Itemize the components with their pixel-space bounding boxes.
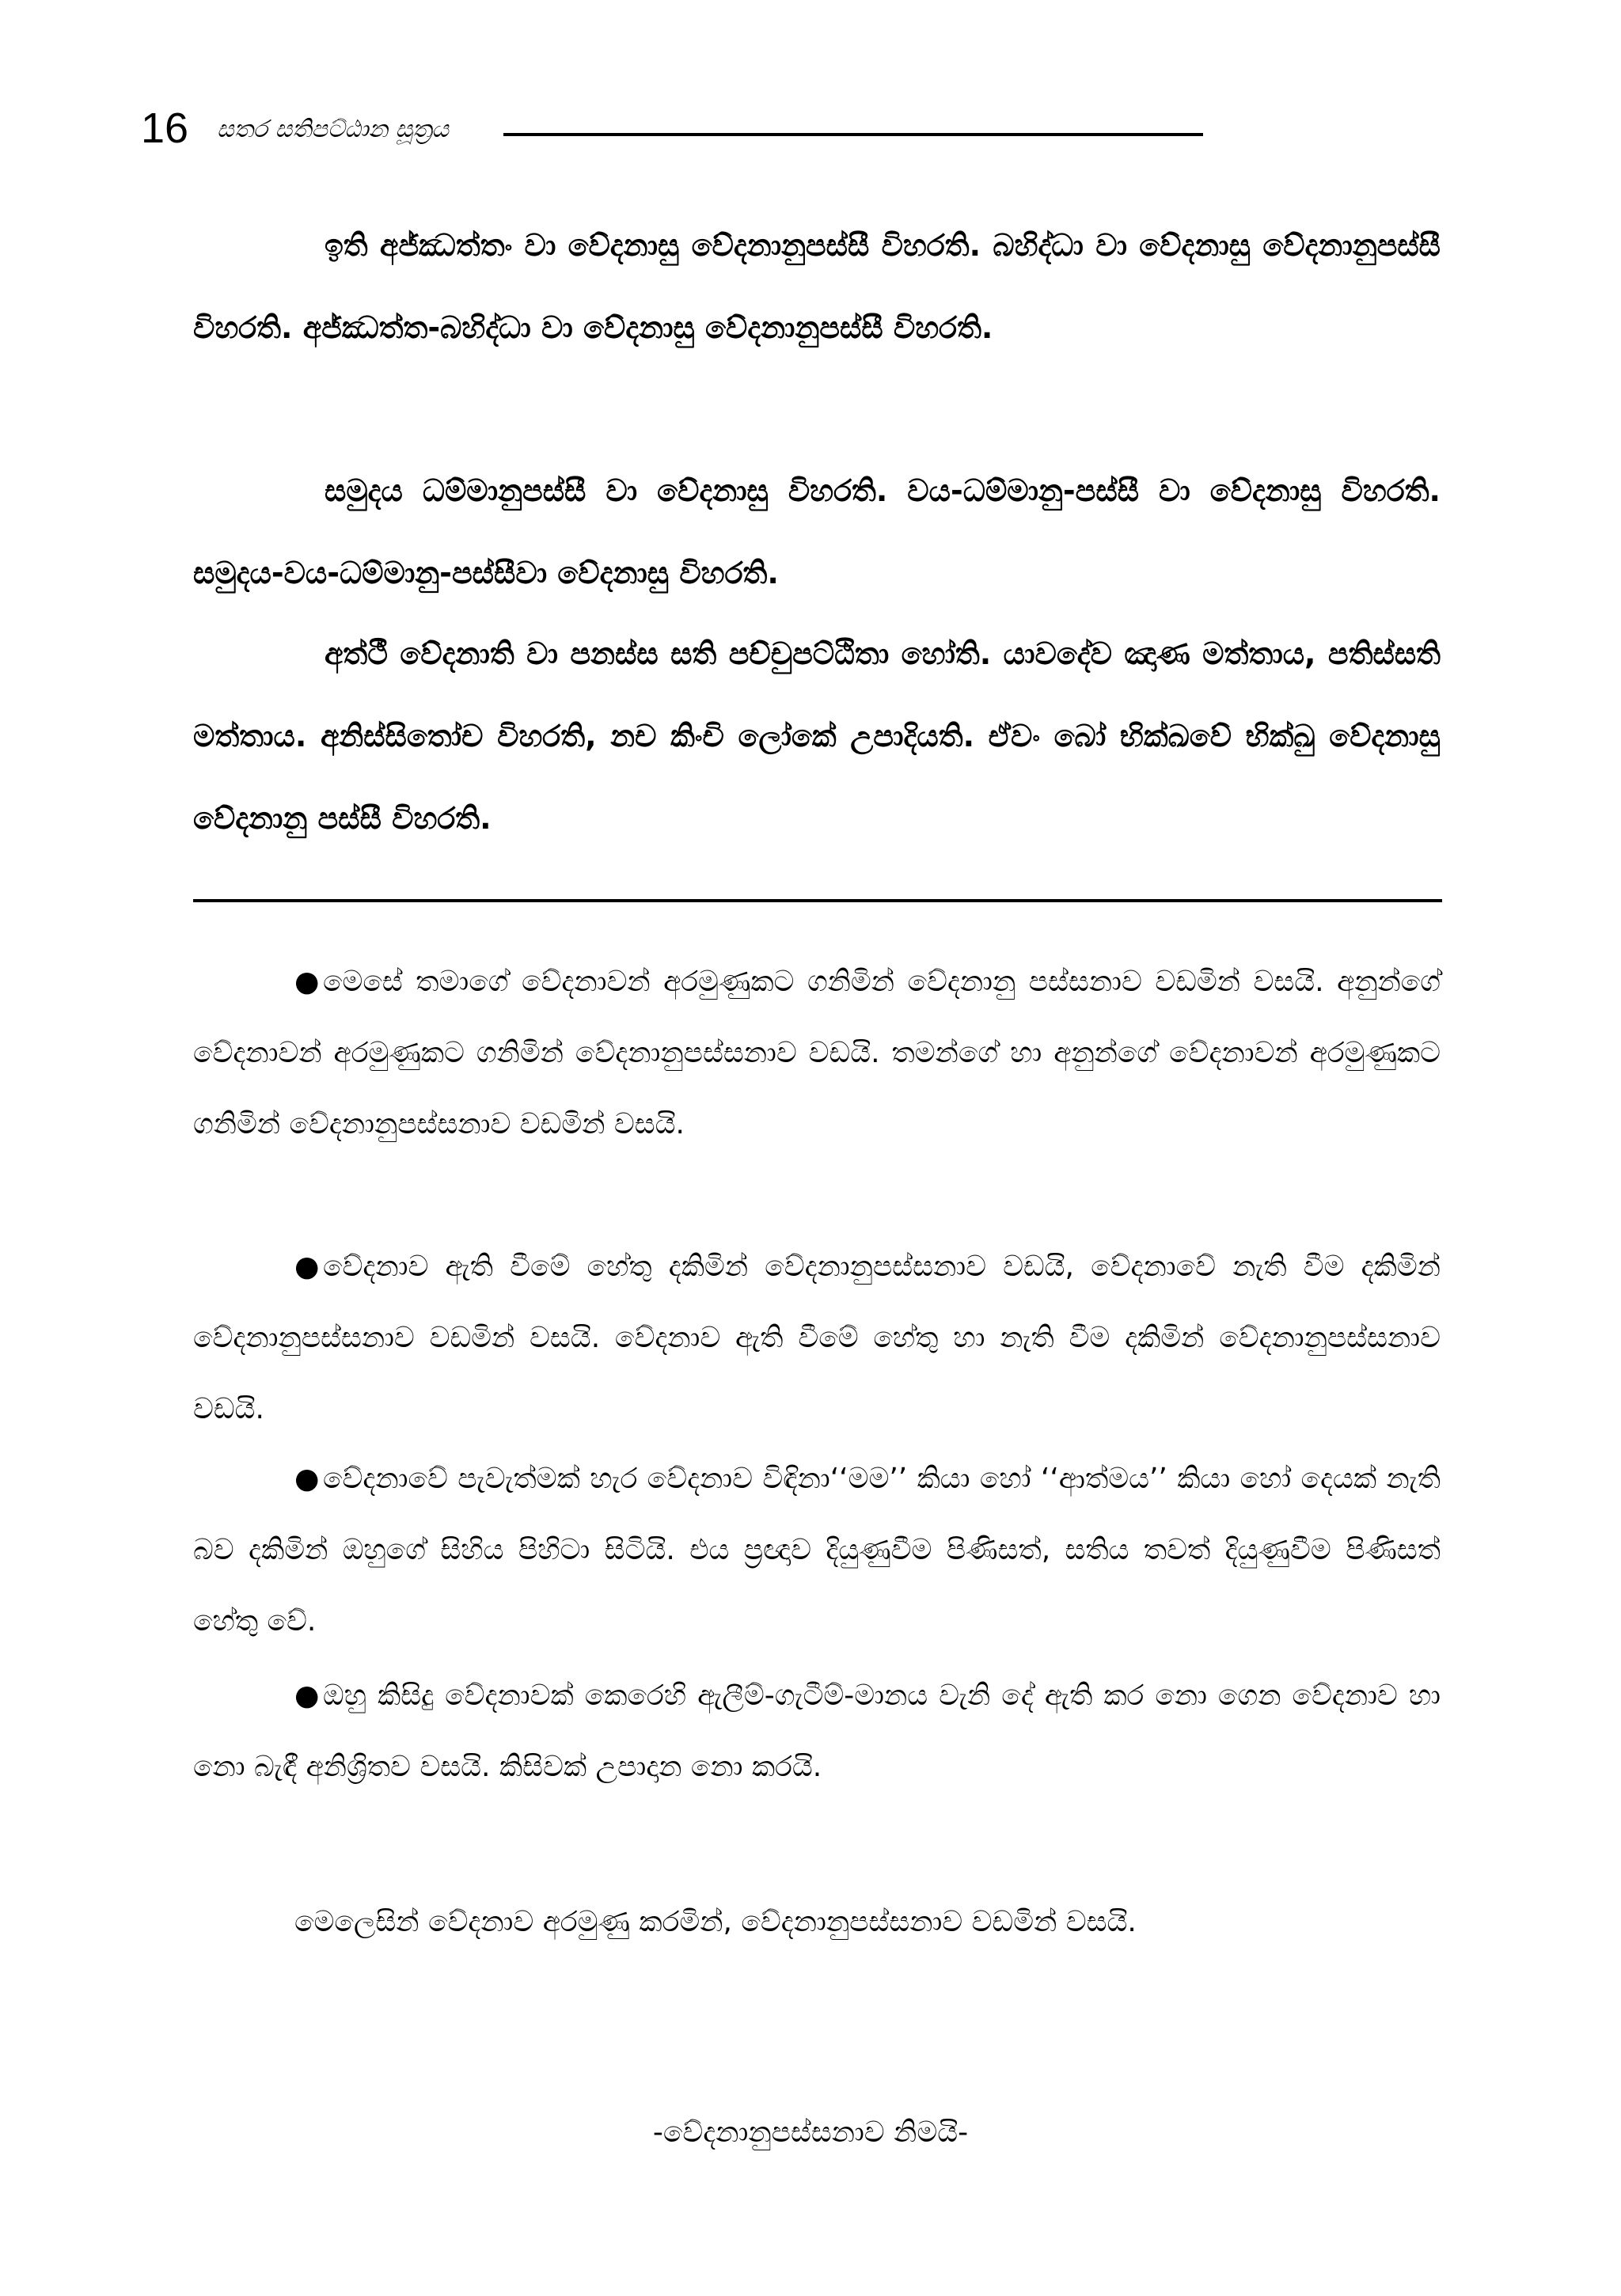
closing-text: මෙලෙසින් වේදනාව අරමුණු කරමින්, වේදනානුපස්සනාව වඩමින් වසයි. <box>294 1906 1137 1938</box>
commentary-text: වේදනාව ඇති වීමේ හේතු දකිමින් වේදනානුපස්සනාව වඩයි, වේදනාවේ නැති වීම දකිමින් වේදනානුපස්සනාව වඩමින් වසයි. වේදනාව ඇති වීමේ හේතු හා නැති වීම දකිමින් වේදනානුපස්සනාව වඩයි. <box>193 1250 1441 1425</box>
pali-paragraph-2 <box>193 450 1441 614</box>
running-head-rule <box>503 133 1203 136</box>
pali-paragraph-1 <box>193 204 1441 369</box>
bullet-icon: ● <box>294 966 320 998</box>
pali-text: සමුදය ධම්මානුපස්සී වා වේදනාසු විහරති. වය-ධම්මානු-පස්සී වා වේදනාසු විහරති. සමුදය-වය-ධම්මානු-පස්සීවා වේදනාසු විහරති. <box>193 473 1441 590</box>
commentary-paragraph-4 <box>193 1660 1441 1803</box>
bullet-icon: ● <box>294 1463 320 1495</box>
bullet-icon: ● <box>294 1679 320 1712</box>
page-number: 16 <box>141 104 189 152</box>
commentary-paragraph-3 <box>193 1444 1441 1657</box>
commentary-text: මෙසේ තමාගේ වේදනාවන් අරමුණුකට ගනිමින් වේදනානු පස්සනාව වඩමින් වසයි. අනුන්ගේ වේදනාවන් අරමුණුකට ගනිමින් වේදනානුපස්සනාව වඩයි. තමන්ගේ හා අනුන්ගේ වේදනාවන් අරමුණුකට ගනිමින් වේදනානුපස්සනාව වඩමින් වසයි. <box>193 966 1441 1140</box>
section-divider <box>193 899 1442 902</box>
commentary-text: වේදනාවේ පැවැත්මක් හැර වේදනාව විඳිනා‘‘මම’’ කියා හෝ ‘‘ආත්මය’’ කියා හෝ දෙයක් නැති බව දකිමින් ඔහුගේ සිහිය පිහිටා සිටියි. එය ප්‍රඥාව දියුණුවීම පිණිසත්, සතිය තවත් දියුණුවීම පිණිසත් හේතු වේ. <box>193 1463 1441 1638</box>
running-head-title: සතර සතිපට්ඨාන සූත්‍රය <box>217 116 449 143</box>
pali-paragraph-3 <box>193 613 1441 860</box>
commentary-text: ඔහු කිසිදු වේදනාවක් කෙරෙහි ඇලීම්-ගැටීම්-මානය වැනි දේ ඇති කර නො ගෙන වේදනාව හා නො බැඳී අනිශ්‍රිතව වසයි. කිසිවක් උපාදාන නො කරයි. <box>193 1679 1441 1783</box>
pali-text: අත්ථී වේදනාති වා පනස්ස සති පච්චුපට්ඨිතා හෝති. යාවදේව ඤාණ මත්තාය, පතිස්සති මත්තාය. අනිස්සිතෝච විහරති, නච කිංචි ලෝකේ උපාදියති. ඒවං බෝ භික්ඛවේ භික්ඛු වේදනාසු වේදනානු පස්සී විහරති. <box>193 636 1441 836</box>
section-ending-line: -වේදනානුපස්සනාව නිමයි- <box>652 2116 969 2149</box>
commentary-paragraph-1 <box>193 947 1441 1160</box>
running-head <box>141 97 1203 160</box>
pali-text: ඉති අජ්ඣත්තං වා වේදනාසු වේදනානුපස්සී විහරති. බහිද්ධා වා වේදනාසු වේදනානුපස්සී විහරති. අජ්ඣත්ත-බහිද්ධා වා වේදනාසු වේදනානුපස්සී විහරති. <box>193 228 1441 345</box>
closing-paragraph <box>193 1887 1441 1958</box>
commentary-paragraph-2 <box>193 1231 1441 1445</box>
bullet-icon: ● <box>294 1250 320 1283</box>
